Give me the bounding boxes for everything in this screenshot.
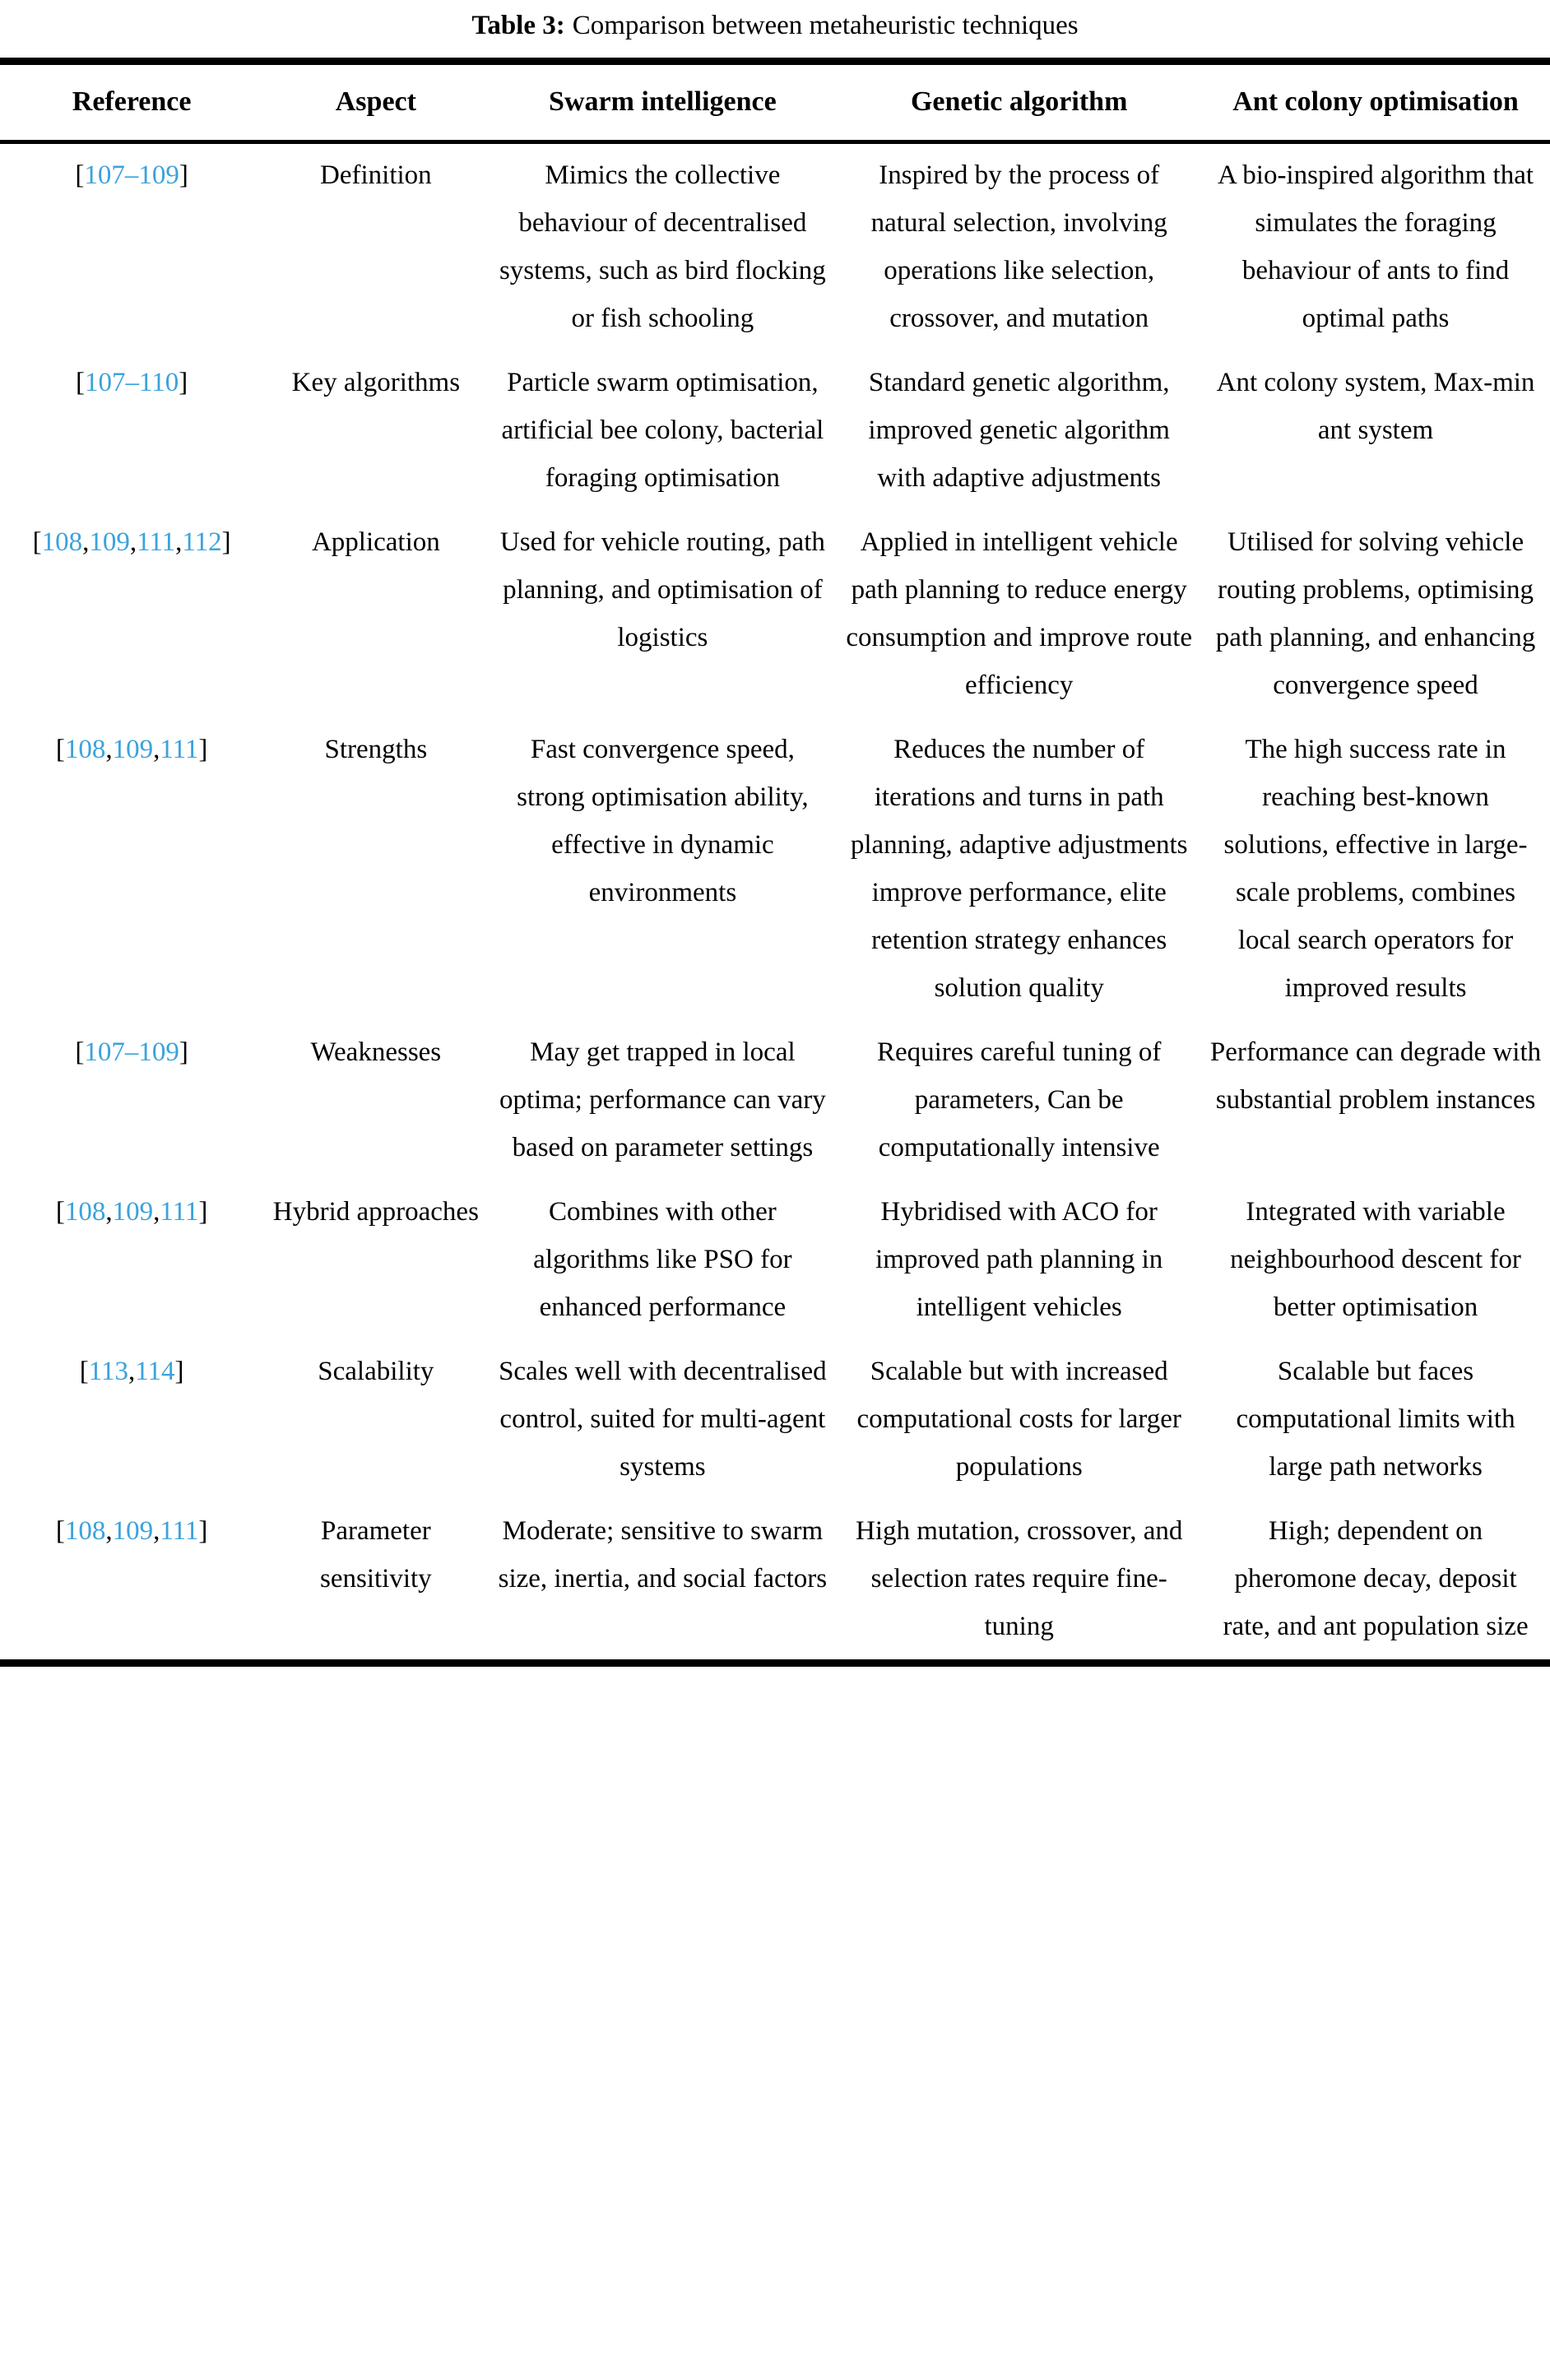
citation-separator: , xyxy=(105,735,113,764)
table-header xyxy=(0,62,1550,142)
citation-group xyxy=(80,1357,184,1386)
citation-separator: , xyxy=(153,1197,160,1227)
table-row xyxy=(0,511,1550,718)
citation-separator: , xyxy=(129,527,137,557)
table-caption-label: Table 3: xyxy=(471,11,565,40)
table-caption xyxy=(0,7,1550,44)
citation-separator: , xyxy=(105,1197,113,1227)
genetic-algorithm-cell: Reduces the number of iterations and turns in path planning, adaptive adjustments improve performance, elite retention strategy enhances solution quality xyxy=(850,735,1188,1003)
citation-link[interactable]: 113 xyxy=(88,1357,128,1386)
open-bracket: [ xyxy=(75,368,85,397)
citation-separator: , xyxy=(175,527,183,557)
swarm-intelligence-cell: Fast convergence speed, strong optimisation ability, effective in dynamic environments xyxy=(517,735,809,907)
citation-group xyxy=(75,1037,188,1067)
ant-colony-optimisation-cell: The high success rate in reaching best-known solutions, effective in large-scale problems, combines local search operators for improved results xyxy=(1223,735,1528,1003)
table-row xyxy=(0,142,1550,352)
ant-colony-optimisation-cell: A bio-inspired algorithm that simulates the foraging behaviour of ants to find optimal paths xyxy=(1218,160,1534,333)
reference-cell xyxy=(0,718,263,1021)
citation-link[interactable]: 107–110 xyxy=(84,368,179,397)
citation-link[interactable]: 111 xyxy=(137,527,176,557)
open-bracket: [ xyxy=(55,735,65,764)
reference-cell xyxy=(0,1021,263,1181)
citation-link[interactable]: 108 xyxy=(64,735,106,764)
citation-separator: , xyxy=(82,527,90,557)
column-header-ant-colony-optimisation: Ant colony optimisation xyxy=(1201,62,1550,142)
citation-link[interactable]: 107–109 xyxy=(84,1037,179,1067)
genetic-algorithm-cell: Standard genetic algorithm, improved genetic algorithm with adaptive adjustments xyxy=(868,368,1170,493)
ant-colony-optimisation-cell: High; dependent on pheromone decay, deposit rate, and ant population size xyxy=(1223,1516,1529,1641)
aspect-cell: Scalability xyxy=(318,1357,434,1386)
aspect-cell: Strengths xyxy=(324,735,428,764)
genetic-algorithm-cell: Inspired by the process of natural selection, involving operations like selection, crossover, and mutation xyxy=(870,160,1167,333)
citation-link[interactable]: 111 xyxy=(160,1516,199,1546)
genetic-algorithm-cell: Scalable but with increased computational costs for larger populations xyxy=(856,1357,1181,1482)
swarm-intelligence-cell: May get trapped in local optima; performance can vary based on parameter settings xyxy=(499,1037,826,1162)
table-body xyxy=(0,142,1550,1663)
genetic-algorithm-cell: Applied in intelligent vehicle path planning to reduce energy consumption and improve route efficiency xyxy=(846,527,1193,700)
reference-cell xyxy=(0,1340,263,1500)
comparison-table xyxy=(0,58,1550,1667)
swarm-intelligence-cell: Moderate; sensitive to swarm size, inertia, and social factors xyxy=(498,1516,828,1594)
citation-link[interactable]: 111 xyxy=(160,735,199,764)
reference-cell xyxy=(0,1181,263,1340)
citation-separator: , xyxy=(128,1357,136,1386)
swarm-intelligence-cell: Mimics the collective behaviour of decentralised systems, such as bird flocking or fish schooling xyxy=(499,160,826,333)
open-bracket: [ xyxy=(55,1516,65,1546)
open-bracket: [ xyxy=(55,1197,65,1227)
column-header-reference: Reference xyxy=(0,62,263,142)
citation-separator: , xyxy=(153,1516,160,1546)
citation-link[interactable]: 111 xyxy=(160,1197,199,1227)
open-bracket: [ xyxy=(75,160,85,190)
ant-colony-optimisation-cell: Integrated with variable neighbourhood descent for better optimisation xyxy=(1230,1197,1521,1322)
citation-link[interactable]: 109 xyxy=(112,1516,154,1546)
aspect-cell: Application xyxy=(311,527,440,557)
reference-cell xyxy=(0,142,263,352)
reference-cell xyxy=(0,511,263,718)
aspect-cell: Hybrid approaches xyxy=(272,1197,479,1227)
close-bracket: ] xyxy=(221,527,231,557)
citation-group xyxy=(56,735,208,764)
citation-group xyxy=(75,160,188,190)
swarm-intelligence-cell: Used for vehicle routing, path planning, and optimisation of logistics xyxy=(499,527,825,652)
reference-cell xyxy=(0,351,263,511)
aspect-cell: Weaknesses xyxy=(310,1037,442,1067)
genetic-algorithm-cell: Hybridised with ACO for improved path planning in intelligent vehicles xyxy=(875,1197,1163,1322)
swarm-intelligence-cell: Combines with other algorithms like PSO for enhanced performance xyxy=(533,1197,792,1322)
citation-separator: , xyxy=(153,735,160,764)
aspect-cell: Key algorithms xyxy=(291,368,461,397)
ant-colony-optimisation-cell: Performance can degrade with substantial problem instances xyxy=(1209,1037,1542,1115)
open-bracket: [ xyxy=(75,1037,85,1067)
citation-link[interactable]: 108 xyxy=(64,1516,106,1546)
aspect-cell: Parameter sensitivity xyxy=(320,1516,432,1594)
citation-link[interactable]: 114 xyxy=(135,1357,175,1386)
table-row xyxy=(0,351,1550,511)
citation-link[interactable]: 109 xyxy=(112,1197,154,1227)
citation-link[interactable]: 109 xyxy=(112,735,154,764)
table-header-row xyxy=(0,62,1550,142)
column-header-genetic-algorithm: Genetic algorithm xyxy=(837,62,1201,142)
citation-link[interactable]: 108 xyxy=(64,1197,106,1227)
citation-group xyxy=(56,1197,208,1227)
genetic-algorithm-cell: High mutation, crossover, and selection rates require fine-tuning xyxy=(856,1516,1183,1641)
reference-cell xyxy=(0,1500,263,1663)
swarm-intelligence-cell: Particle swarm optimisation, artificial bee colony, bacterial foraging optimisation xyxy=(501,368,824,493)
ant-colony-optimisation-cell: Ant colony system, Max-min ant system xyxy=(1216,368,1535,445)
close-bracket: ] xyxy=(198,1516,208,1546)
column-header-aspect: Aspect xyxy=(263,62,488,142)
swarm-intelligence-cell: Scales well with decentralised control, suited for multi-agent systems xyxy=(499,1357,827,1482)
close-bracket: ] xyxy=(198,735,208,764)
close-bracket: ] xyxy=(198,1197,208,1227)
close-bracket: ] xyxy=(174,1357,184,1386)
citation-link[interactable]: 109 xyxy=(89,527,130,557)
close-bracket: ] xyxy=(179,1037,188,1067)
citation-link[interactable]: 107–109 xyxy=(84,160,179,190)
table-row xyxy=(0,718,1550,1021)
genetic-algorithm-cell: Requires careful tuning of parameters, Can be computationally intensive xyxy=(876,1037,1162,1162)
citation-separator: , xyxy=(105,1516,113,1546)
citation-group xyxy=(33,527,231,557)
ant-colony-optimisation-cell: Scalable but faces computational limits with large path networks xyxy=(1236,1357,1515,1482)
close-bracket: ] xyxy=(179,368,188,397)
citation-group xyxy=(56,1516,208,1546)
citation-group xyxy=(76,368,188,397)
citation-link[interactable]: 108 xyxy=(41,527,83,557)
table-row xyxy=(0,1340,1550,1500)
column-header-swarm-intelligence: Swarm intelligence xyxy=(488,62,837,142)
ant-colony-optimisation-cell: Utilised for solving vehicle routing problems, optimising path planning, and enhancing convergence speed xyxy=(1215,527,1536,700)
table-row xyxy=(0,1181,1550,1340)
open-bracket: [ xyxy=(32,527,42,557)
table-row xyxy=(0,1500,1550,1663)
open-bracket: [ xyxy=(79,1357,89,1386)
close-bracket: ] xyxy=(179,160,188,190)
table-row xyxy=(0,1021,1550,1181)
citation-link[interactable]: 112 xyxy=(182,527,222,557)
aspect-cell: Definition xyxy=(320,160,432,190)
table-caption-text: Comparison between metaheuristic techniques xyxy=(572,11,1079,40)
